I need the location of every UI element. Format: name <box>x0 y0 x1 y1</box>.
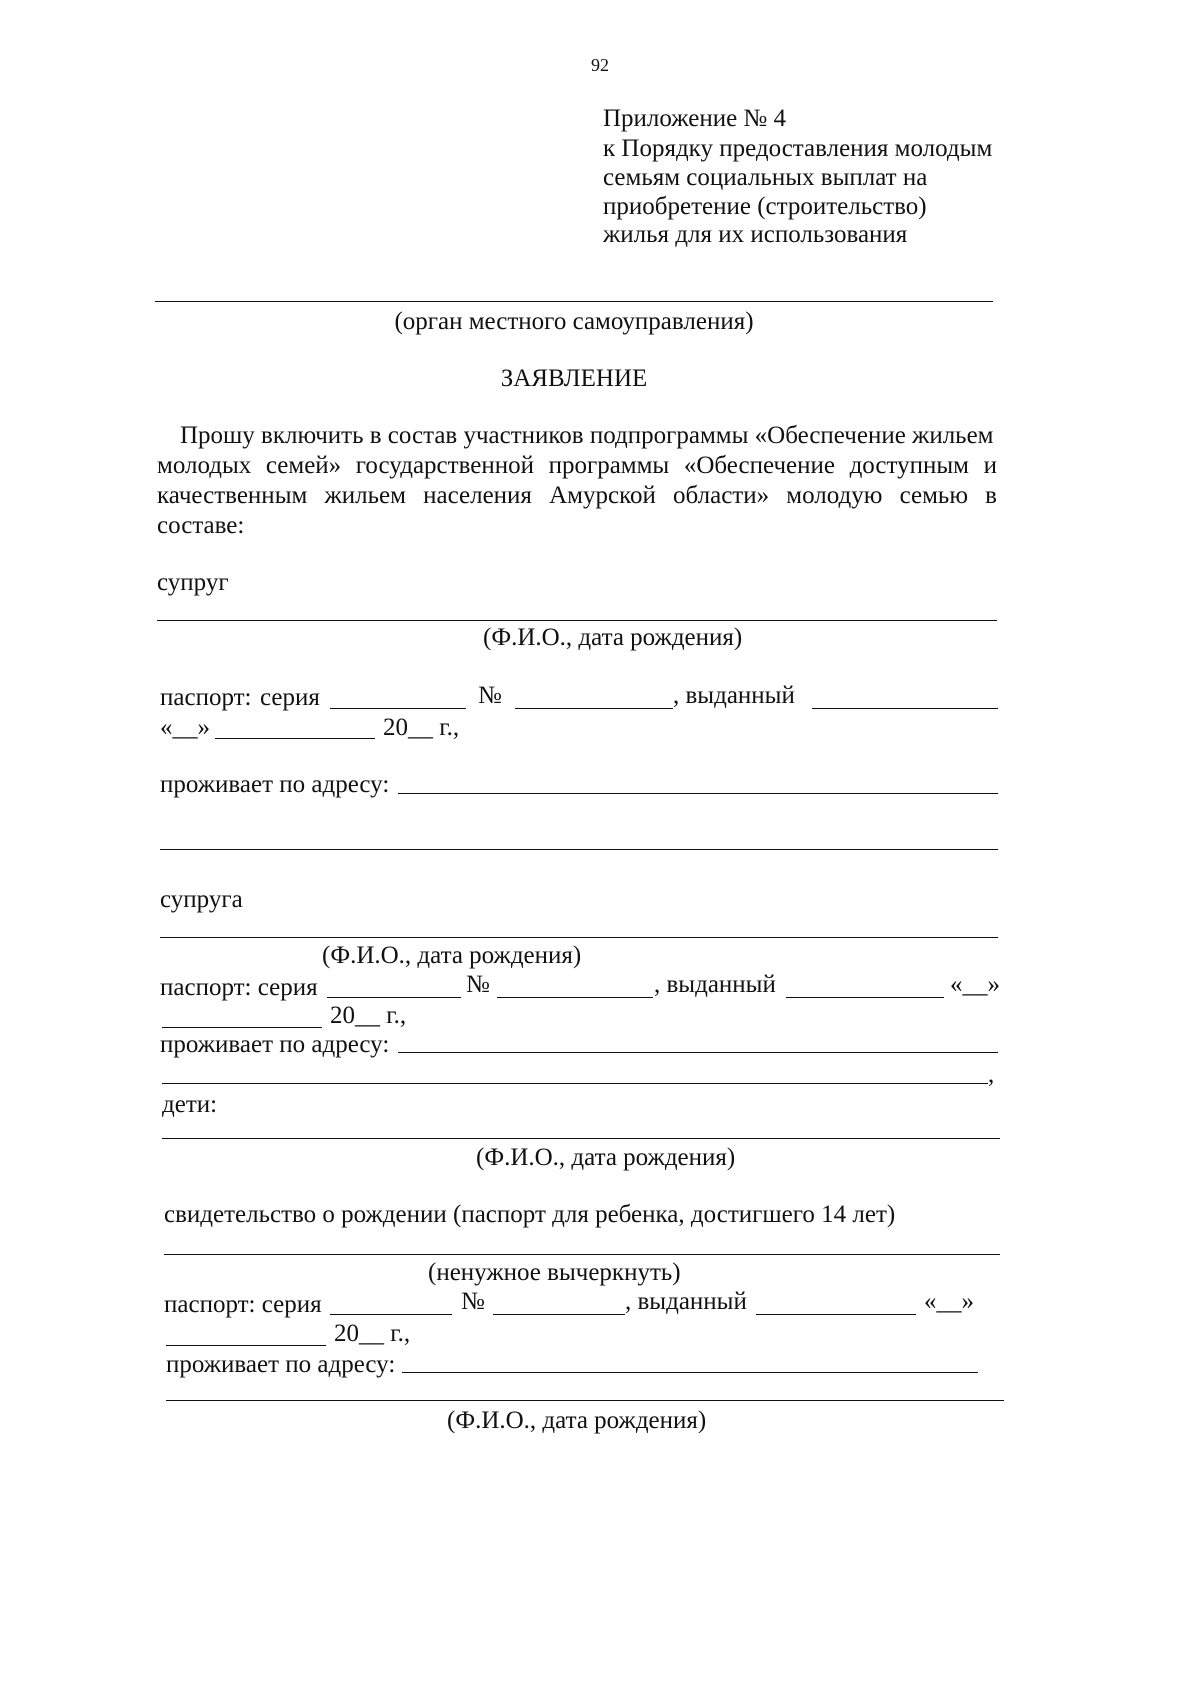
husband-date-quote[interactable]: «__» <box>160 714 210 741</box>
children-label: дети: <box>162 1091 218 1118</box>
child-address-label: проживает по адресу: <box>166 1351 396 1378</box>
wife-series-field[interactable] <box>327 997 461 998</box>
child-issued-by-field[interactable] <box>756 1314 916 1315</box>
child-strike-note: (ненужное вычеркнуть) <box>428 1259 681 1286</box>
request-line-1: Прошу включить в состав участников подпрограммы «Обеспечение жильем <box>180 422 994 449</box>
appendix-line-1: Приложение № 4 <box>603 105 787 132</box>
authority-caption: (орган местного самоуправления) <box>394 308 754 335</box>
child-year[interactable]: 20__ г., <box>334 1320 411 1347</box>
appendix-line-4: приобретение (строительство) <box>603 193 927 220</box>
husband-address-field-2[interactable] <box>160 849 998 850</box>
wife-address-field-2[interactable] <box>162 1083 988 1084</box>
child-certificate-field[interactable] <box>164 1254 1000 1255</box>
child2-fio-caption: (Ф.И.О., дата рождения) <box>447 1407 707 1434</box>
husband-number-label: № <box>478 682 502 709</box>
husband-address-label: проживает по адресу: <box>160 771 390 798</box>
child-fio-field[interactable] <box>162 1138 1000 1139</box>
wife-issued-by-field[interactable] <box>786 997 944 998</box>
husband-issued-label: , выданный <box>673 682 795 709</box>
wife-label: супруга <box>160 886 243 913</box>
wife-fio-caption: (Ф.И.О., дата рождения) <box>322 942 582 969</box>
wife-year[interactable]: 20__ г., <box>330 1002 407 1029</box>
wife-address-field[interactable] <box>398 1052 998 1053</box>
document-title: ЗАЯВЛЕНИЕ <box>500 365 648 392</box>
request-line-2: молодых семей» государственной программы «Обеспечение доступным и <box>157 452 997 479</box>
husband-year[interactable]: 20__ г., <box>383 714 460 741</box>
husband-issued-by-field[interactable] <box>812 708 998 709</box>
authority-field-line[interactable] <box>155 301 993 302</box>
husband-series-label: серия <box>260 684 320 711</box>
child-number-label: № <box>461 1288 485 1315</box>
child-address-field[interactable] <box>402 1372 978 1373</box>
wife-issue-month-field[interactable] <box>162 1027 322 1028</box>
wife-address-comma: , <box>988 1061 995 1088</box>
child-date-quote[interactable]: «__» <box>924 1288 974 1315</box>
husband-issue-month-field[interactable] <box>215 738 375 739</box>
wife-address-label: проживает по адресу: <box>160 1031 390 1058</box>
child-passport-label: паспорт: серия <box>164 1291 322 1318</box>
husband-number-field[interactable] <box>515 708 673 709</box>
husband-fio-caption: (Ф.И.О., дата рождения) <box>483 624 743 651</box>
wife-number-field[interactable] <box>497 997 653 998</box>
husband-passport-label: паспорт: <box>160 684 252 711</box>
child-series-field[interactable] <box>330 1314 452 1315</box>
husband-series-field[interactable] <box>330 708 466 709</box>
wife-fio-field[interactable] <box>160 937 998 938</box>
page-number: 92 <box>591 55 609 75</box>
husband-label: супруг <box>157 569 229 596</box>
child2-fio-field[interactable] <box>166 1400 1004 1401</box>
appendix-line-5: жилья для их использования <box>603 221 908 248</box>
wife-passport-label: паспорт: серия <box>160 974 318 1001</box>
appendix-line-2: к Порядку предоставления молодым <box>603 135 993 162</box>
child-issue-month-field[interactable] <box>166 1345 326 1346</box>
child-number-field[interactable] <box>493 1314 625 1315</box>
wife-date-quote[interactable]: «__» <box>950 971 1000 998</box>
request-line-3: качественным жильем населения Амурской области» молодую семью в <box>157 482 997 509</box>
husband-fio-field[interactable] <box>157 620 997 621</box>
request-line-4: составе: <box>157 512 245 539</box>
wife-number-label: № <box>466 971 490 998</box>
wife-issued-label: , выданный <box>654 971 776 998</box>
child-issued-label: , выданный <box>625 1288 747 1315</box>
husband-address-field[interactable] <box>398 793 998 794</box>
child-fio-caption: (Ф.И.О., дата рождения) <box>476 1144 736 1171</box>
appendix-line-3: семьям социальных выплат на <box>603 164 928 191</box>
child-certificate-text: свидетельство о рождении (паспорт для ребенка, достигшего 14 лет) <box>164 1201 896 1228</box>
